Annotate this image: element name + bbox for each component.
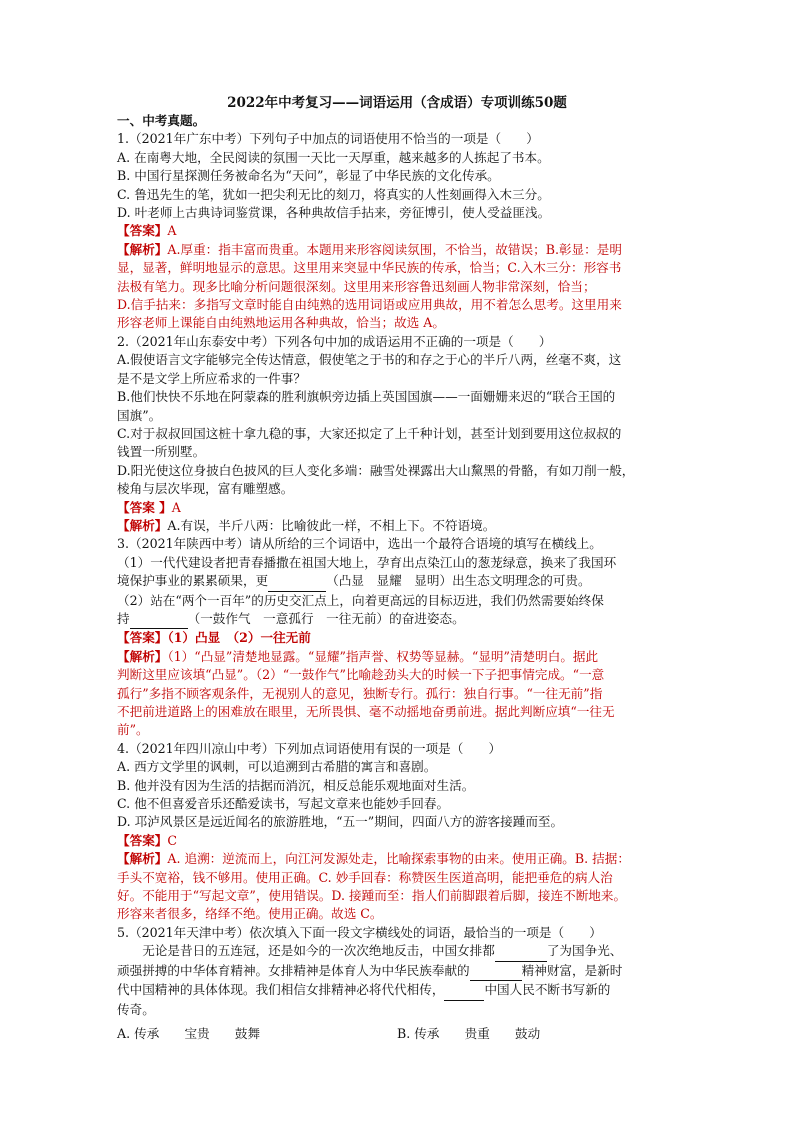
analysis-line: 好。不能用于“写起文章”，使用错误。D. 接踵而至：指人们前脚跟着后脚，接连不断地来。 — [117, 888, 627, 904]
analysis-line: 孤行”多指不顾客观条件，无视别人的意见，独断专行。孤行：独自行事。“一往无前”指 — [117, 685, 603, 701]
question-stem: 3.（2021年陕西中考）请从所给的三个词语中，选出一个最符合语境的填写在横线上。 — [117, 536, 602, 552]
analysis-line — [117, 648, 677, 666]
analysis-line: 形容来者很多，络绎不绝。使用正确。故选 C。 — [117, 906, 383, 922]
part-1-line: （1）一代代建设者把青春播撒在祖国大地上，孕育出点染江山的葱茏绿意，换来了我国环 — [117, 554, 617, 570]
answer-value: C — [167, 832, 178, 848]
section-heading: 一、中考真题。 — [117, 113, 206, 128]
option-a: A. 传承 宝贵 鼓舞 — [117, 1025, 261, 1041]
option-b: B. 中国行星探测任务被命名为“天问”，彰显了中华民族的文化传承。 — [117, 168, 500, 184]
question-1 — [117, 130, 677, 332]
analysis-text: A.有误，半斤八两：比喻彼此一样，不相上下。不符语境。 — [167, 517, 496, 533]
analysis-line: 法极有笔力。现多比喻分析问题很深刻。这里用来形容鲁迅刻画人物非常深刻，恰当； — [117, 278, 596, 294]
answer-line — [117, 222, 677, 240]
option-b: B.他们快快不乐地在阿蒙森的胜利旗帜旁边插上英国国旗——一面姗姗来迟的“联合王国的 — [117, 389, 616, 405]
page-title: 2022年中考复习——词语运用（含成语）专项训练50题 — [227, 95, 567, 111]
passage-text: 精神财富，是新时 — [521, 962, 623, 978]
passage-text: 代中国精神的具体体现。我们相信女排精神必将代代相传， — [117, 982, 445, 998]
option-c: C.对于叔叔回国这桩十拿九稳的事，大家还拟定了上千种计划，甚至计划到要用这位叔叔的 — [117, 425, 622, 441]
option-d: D. 邛泸风景区是远近闻名的旅游胜地，“五一”期间，四面八方的游客接踵而至。 — [117, 814, 564, 830]
question-3 — [117, 535, 677, 739]
option-a: A.假使语言文字能够完全传达情意，假使笔之于书的和存之于心的半斤八两，丝毫不爽，这 — [117, 352, 622, 368]
analysis-line: 形容老师上课能自由纯熟地运用各种典故，恰当；故选 A。 — [117, 315, 445, 331]
part-1-text: 境保护事业的累累硕果，更 — [117, 573, 269, 589]
answer-tag: 【答案】 — [117, 223, 168, 239]
option-b: B. 他并没有因为生活的拮据而消沉，相反总能乐观地面对生活。 — [117, 777, 475, 793]
part-2-line: （2）站在“两个一百年”的历史交汇点上，向着更高远的目标迈进，我们仍然需要始终保 — [117, 592, 604, 608]
document-page — [117, 94, 677, 1043]
passage-line — [117, 962, 677, 981]
analysis-line: 前”。 — [117, 722, 149, 738]
analysis-text: A.厚重：指丰富而贵重。本题用来形容阅读氛围，不恰当，故错误；B.彰显：是明 — [167, 241, 622, 257]
option-c-cont: 钱置一所别墅。 — [117, 444, 206, 460]
passage-line — [117, 942, 677, 961]
analysis-line: 不把前进道路上的困难放在眼里，无所畏惧、毫不动摇地奋勇前进。据此判断应填“一往无 — [117, 704, 615, 719]
passage-text: 顽强拼搏的中华体育精神。女排精神是体育人为中华民族奉献的 — [117, 962, 470, 978]
answer-value: （1）凸显 （2）一往无前 — [167, 630, 311, 646]
analysis-line: 判断这里应该填“凸显”。（2）“一鼓作气”比喻趁劲头大的时候一下子把事情完成。“一意 — [117, 667, 605, 683]
option-a: A. 西方文学里的讽刺，可以追溯到古希腊的寓言和喜剧。 — [117, 759, 437, 775]
option-a-cont: 是不是文学上所应希求的一件事？ — [117, 370, 306, 386]
analysis-tag: 【解析】 — [117, 851, 168, 867]
fill-blank[interactable] — [268, 572, 326, 591]
analysis-line — [117, 850, 677, 868]
answer-value: A — [167, 223, 177, 239]
question-stem: 1.（2021年广东中考）下列句子中加点的词语使用不恰当的一项是（ ） — [117, 131, 539, 147]
option-b: B. 传承 贵重 鼓动 — [397, 1025, 541, 1041]
fill-blank[interactable] — [495, 942, 547, 961]
options-row — [117, 1025, 677, 1043]
question-2 — [117, 333, 677, 535]
question-stem: 4.（2021年四川凉山中考）下列加点词语使用有误的一项是（ ） — [117, 740, 502, 756]
passage-text: 无论是昔日的五连冠，还是如今的一次次绝地反击，中国女排都 — [142, 943, 495, 959]
question-4 — [117, 740, 677, 924]
answer-value: A — [171, 499, 181, 515]
analysis-tag: 【解析】 — [117, 241, 168, 257]
part-2-options: （一鼓作气 一意孤行 一往无前）的奋进姿态。 — [187, 610, 465, 626]
passage-text: 了为国争光、 — [546, 943, 623, 959]
part-2-line — [117, 610, 677, 629]
answer-line — [117, 629, 677, 647]
option-a: A. 在南粤大地，全民阅读的氛围一天比一天厚重，越来越多的人拣起了书本。 — [117, 149, 550, 165]
option-d: D. 叶老师上古典诗词鉴赏课，各种典故信手拈来，旁征博引，使人受益匪浅。 — [117, 205, 551, 221]
passage-line: 传奇。 — [117, 1001, 155, 1017]
option-d-cont: 棱角与层次毕现，富有雕塑感。 — [117, 481, 294, 497]
fill-blank[interactable] — [444, 981, 484, 1000]
answer-line — [117, 832, 677, 850]
analysis-tag: 【解析】 — [117, 648, 168, 664]
answer-line — [117, 499, 677, 517]
option-c: C. 他不但喜爱音乐还酷爱读书，写起文章来也能妙手回春。 — [117, 796, 450, 812]
analysis-line — [117, 241, 677, 259]
analysis-line: D.信手拈来：多指写文章时能自由纯熟的选用词语或应用典故，用不着怎么思考。这里用来 — [117, 297, 622, 313]
fill-blank[interactable] — [130, 610, 188, 629]
passage-line — [117, 981, 677, 1000]
option-b-cont: 国旗”。 — [117, 407, 162, 423]
analysis-line: 手头不宽裕，钱不够用。使用正确。C. 妙手回春：称赞医生医道高明，能把垂危的病人治 — [117, 869, 613, 885]
answer-tag: 【答案】 — [117, 832, 168, 848]
analysis-line — [117, 517, 677, 535]
analysis-tag: 【解析】 — [117, 517, 168, 533]
option-d: D.阳光使这位身披白色披风的巨人变化多端：融雪处裸露出大山黧黑的骨骼，有如刀削一般， — [117, 462, 635, 478]
answer-tag: 【答案 】 — [117, 499, 172, 515]
analysis-line: 显，显著，鲜明地显示的意思。这里用来突显中华民族的传承，恰当；C.入木三分：形容书 — [117, 260, 622, 276]
question-stem: 5.（2021年天津中考）依次填入下面一段文字横线处的词语，最恰当的一项是（ ） — [117, 924, 602, 940]
passage-text: 中国人民不断书写新的 — [484, 982, 611, 998]
part-1-options: （凸显 显耀 显明）出生态文明理念的可贵。 — [326, 573, 591, 589]
analysis-text: A. 追溯：逆流而上，向江河发源处走，比喻探索事物的由来。使用正确。B. 拮据： — [167, 851, 630, 867]
part-1-line — [117, 572, 677, 591]
question-stem: 2.（2021年山东泰安中考）下列各句中加的成语运用不正确的一项是（ ） — [117, 333, 552, 349]
part-2-text: 持 — [117, 610, 130, 626]
question-5 — [117, 924, 677, 1043]
option-c: C. 鲁迅先生的笔，犹如一把尖利无比的刻刀，将真实的人性刻画得入木三分。 — [117, 186, 550, 202]
fill-blank[interactable] — [470, 962, 522, 981]
answer-tag: 【答案】 — [117, 630, 168, 646]
analysis-text: （1）“凸显”清楚地显露。“显耀”指声誉、权势等显赫。“显明”清楚明白。据此 — [167, 648, 599, 664]
